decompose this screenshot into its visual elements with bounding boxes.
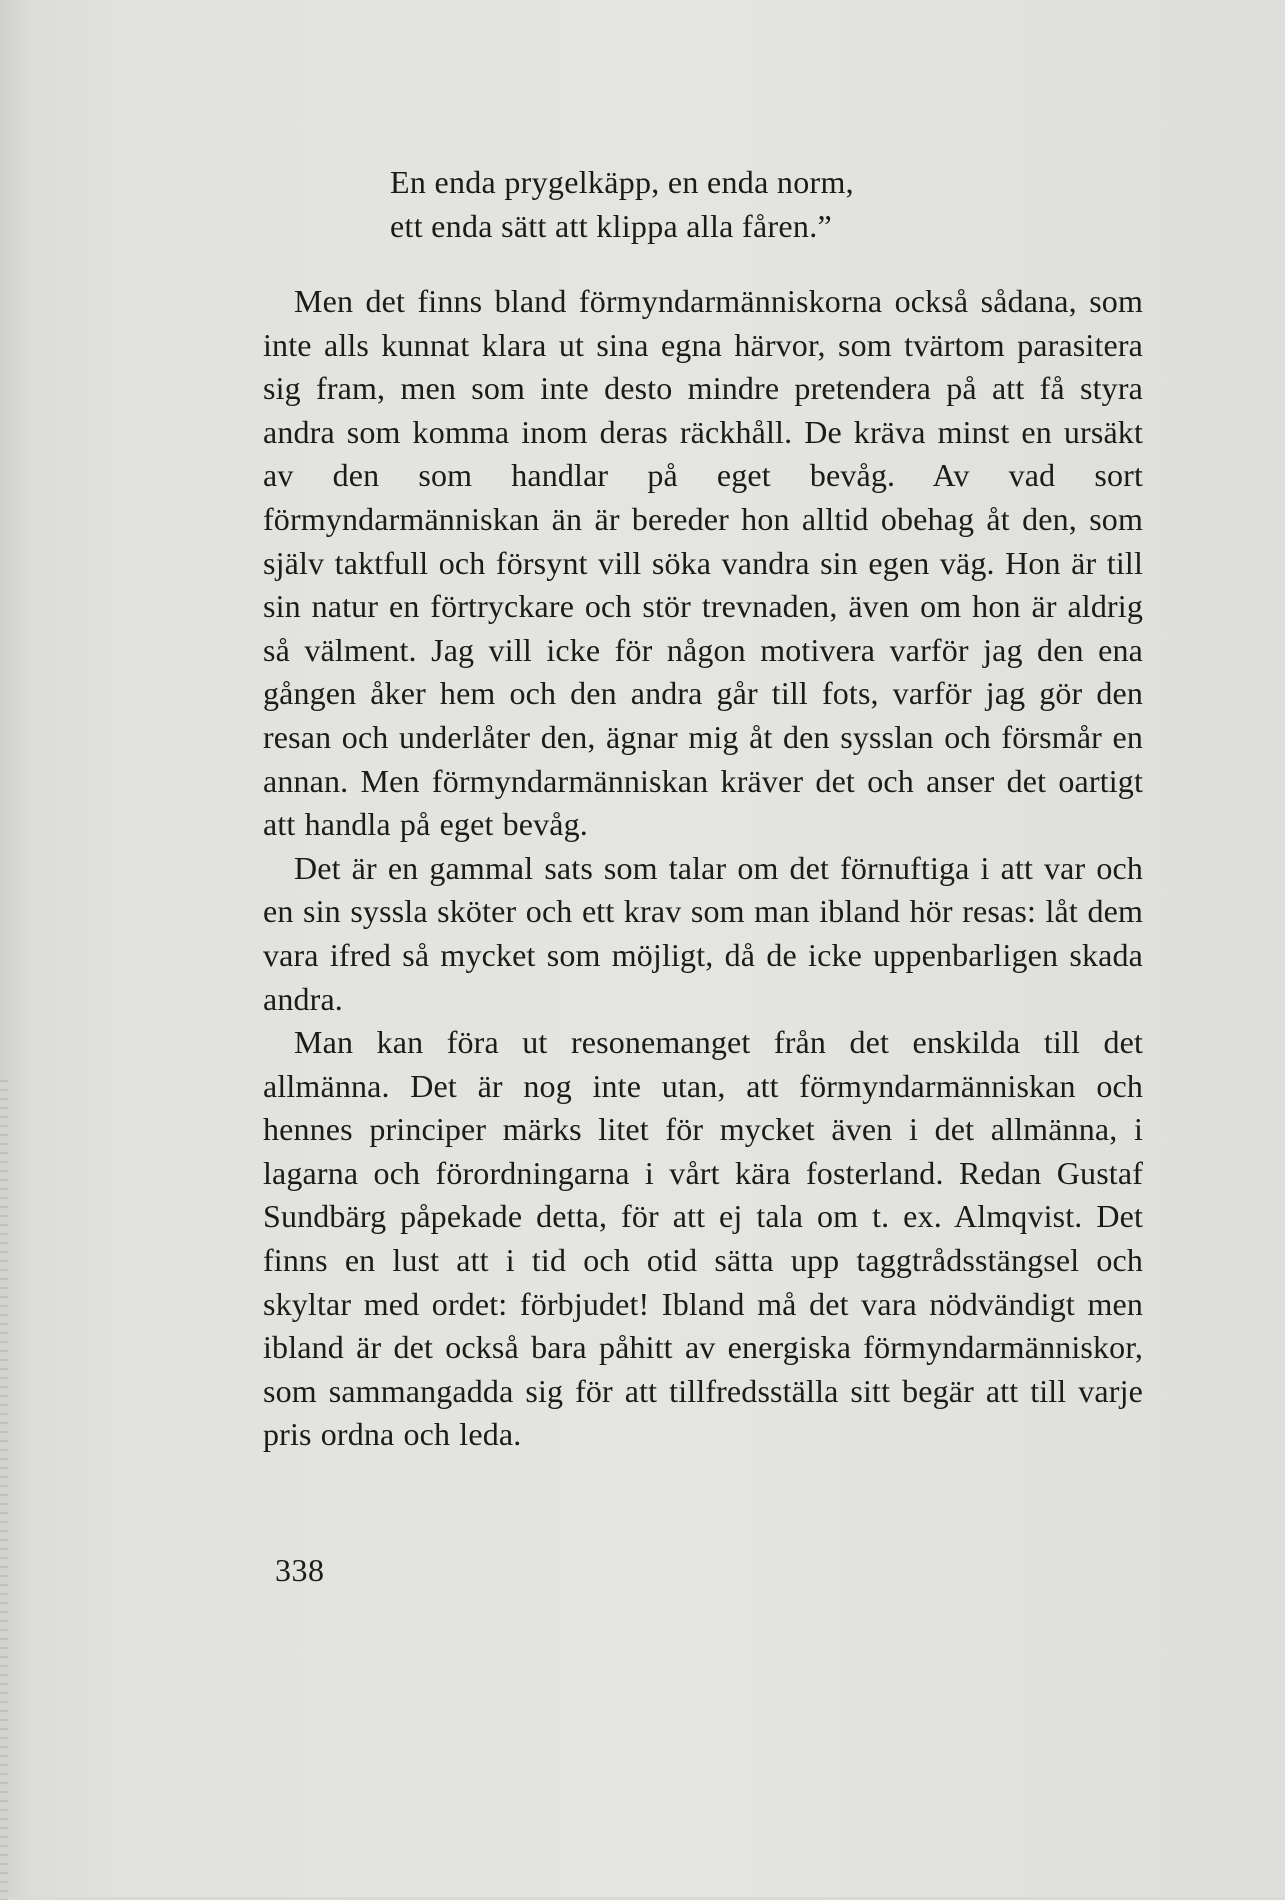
page-number: 338 <box>275 1552 325 1588</box>
page-body <box>263 160 1143 1457</box>
paragraph-1: Men det finns bland förmyndarmänniskorna också sådana, som inte alls kunnat klara ut sina egna härvor, som tvärtom parasitera sig fram, men som inte desto mindre pretendera på att få styra andra som komma inom deras räckhåll. De kräva minst en ursäkt av den som handlar på eget bevåg. Av vad sort förmyndarmänniskan än är bereder hon alltid obehag åt den, som själv taktfull och försynt vill söka vandra sin egen väg. Hon är till sin natur en förtryckare och stör trevnaden, även om hon är aldrig så välment. Jag vill icke för någon motivera varför jag den ena gången åker hem och den andra går till fots, varför jag gör den resan och underlåter den, ägnar mig åt den sysslan och försmår en annan. Men förmyndarmänniskan kräver det och anser det oartigt att handla på eget bevåg. <box>263 283 1143 843</box>
paragraph-3: Man kan föra ut resonemanget från det enskilda till det allmänna. Det är nog inte utan, att förmyndarmänniskan och hennes principer märks litet för mycket även i det allmänna, i lagarna och förordningarna i vårt kära fosterland. Redan Gustaf Sundbärg påpekade detta, för att ej tala om t. ex. Almqvist. Det finns en lust att i tid och otid sätta upp taggtrådsstängsel och skyltar med ordet: förbjudet! Ibland må det vara nödvändigt men ibland är det också bara påhitt av energiska förmyndarmänniskor, som sammangadda sig för att tillfredsställa sitt begär att till varje pris ordna och leda. <box>263 1024 1143 1453</box>
verse-line-1: En enda prygelkäpp, en enda norm, <box>390 164 854 200</box>
verse-line-2: ett enda sätt att klippa alla fåren.” <box>390 208 833 244</box>
verse-quote <box>390 160 1143 248</box>
page-edge-shadow <box>0 1080 8 1900</box>
paragraph-2: Det är en gammal sats som talar om det förnuftiga i att var och en sin syssla sköter och ett krav som man ibland hör resas: låt dem vara ifred så mycket som möjligt, då de icke uppenbarligen skada andra. <box>263 849 1143 1017</box>
